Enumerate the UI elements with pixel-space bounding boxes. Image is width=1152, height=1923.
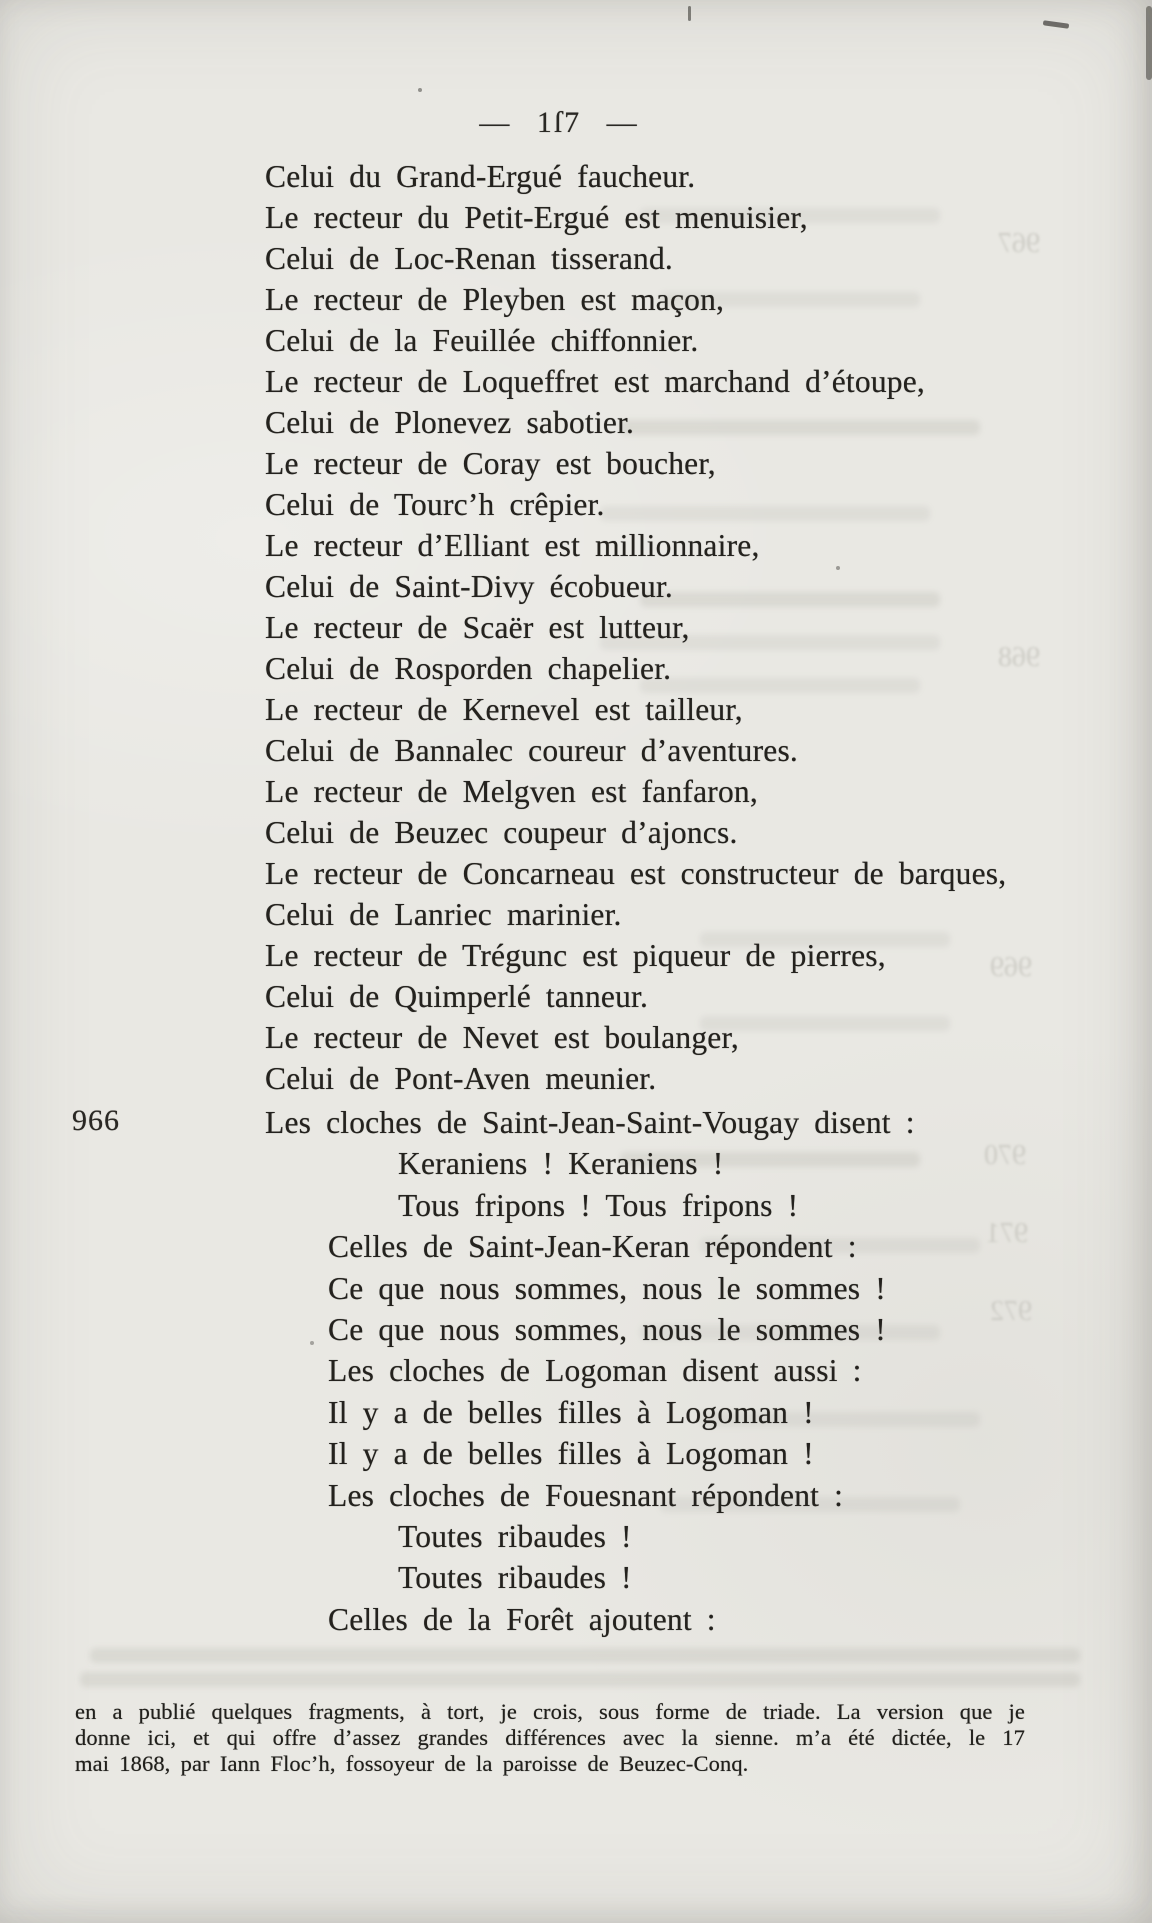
poem-line: Les cloches de Saint-Jean-Saint-Vougay disent : bbox=[265, 1105, 915, 1140]
poem-line: Il y a de belles filles à Logoman ! bbox=[328, 1436, 814, 1472]
verse-number: 966 bbox=[72, 1104, 120, 1137]
poem-line: Il y a de belles filles à Logoman ! bbox=[328, 1394, 814, 1430]
poem-block bbox=[265, 156, 1006, 1099]
scan-speck bbox=[1043, 20, 1069, 29]
poem-line: Le recteur de Kernevel est tailleur, bbox=[265, 692, 743, 727]
footnote-line: donne ici, et qui offre d’assez grandes différences avec la sienne. m’a été dictée, le 17 bbox=[75, 1725, 1025, 1750]
poem-line: Ce que nous sommes, nous le sommes ! bbox=[328, 1312, 886, 1348]
poem-line: Tous fripons ! Tous fripons ! bbox=[398, 1187, 799, 1223]
poem-line: Celles de Saint-Jean-Keran répondent : bbox=[328, 1229, 857, 1265]
poem-line: Le recteur de Trégunc est piqueur de pierres, bbox=[265, 938, 886, 973]
poem-line: Keraniens ! Keraniens ! bbox=[398, 1146, 724, 1182]
poem-line: Le recteur du Petit-Ergué est menuisier, bbox=[265, 200, 808, 235]
poem-line: Celui de Quimperlé tanneur. bbox=[265, 979, 649, 1014]
ghost-verse-number: 970 bbox=[984, 1140, 1026, 1171]
footnote bbox=[75, 1699, 1025, 1777]
poem-line: Celui du Grand-Ergué faucheur. bbox=[265, 159, 696, 194]
poem-line: Le recteur de Scaër est lutteur, bbox=[265, 610, 690, 645]
poem-line: Celui de Bannalec coureur d’aventures. bbox=[265, 733, 798, 768]
poem-line: Celui de Plonevez sabotier. bbox=[265, 405, 635, 440]
poem-line: Les cloches de Logoman disent aussi : bbox=[328, 1353, 862, 1389]
poem-line: Le recteur de Pleyben est maçon, bbox=[265, 282, 725, 317]
poem-line: Celui de Rosporden chapelier. bbox=[265, 651, 672, 686]
footnote-line: en a publié quelques fragments, à tort, je crois, sous forme de triade. La version que je bbox=[75, 1699, 1025, 1724]
poem-line: Celui de Saint-Divy écobueur. bbox=[265, 569, 674, 604]
ghost-text-line bbox=[90, 1648, 1080, 1663]
page-number-header: — 1ſ7 — bbox=[479, 106, 639, 139]
verse-966-block bbox=[265, 1102, 915, 1640]
poem-line: Celui de la Feuillée chiffonnier. bbox=[265, 323, 699, 358]
poem-line: Celles de la Forêt ajoutent : bbox=[328, 1601, 716, 1637]
poem-line: Le recteur d’Elliant est millionnaire, bbox=[265, 528, 760, 563]
poem-line: Celui de Lanriec marinier. bbox=[265, 897, 622, 932]
footnote-line: mai 1868, par Iann Floc’h, fossoyeur de la paroisse de Beuzec-Conq. bbox=[75, 1751, 749, 1776]
scan-speck bbox=[688, 6, 691, 21]
poem-line: Les cloches de Fouesnant répondent : bbox=[328, 1477, 844, 1513]
poem-line: Celui de Pont-Aven meunier. bbox=[265, 1061, 657, 1096]
ghost-verse-number: 972 bbox=[990, 1296, 1032, 1327]
poem-line: Le recteur de Melgven est fanfaron, bbox=[265, 774, 758, 809]
scan-speck bbox=[418, 88, 422, 92]
poem-line: Toutes ribaudes ! bbox=[398, 1560, 632, 1596]
poem-line: Celui de Beuzec coupeur d’ajoncs. bbox=[265, 815, 738, 850]
poem-line: Le recteur de Coray est boucher, bbox=[265, 446, 716, 481]
ghost-verse-number: 971 bbox=[986, 1218, 1028, 1249]
ghost-verse-number: 967 bbox=[998, 228, 1040, 259]
poem-line: Le recteur de Nevet est boulanger, bbox=[265, 1020, 739, 1055]
ghost-text-line bbox=[80, 1672, 1080, 1687]
ghost-verse-number: 968 bbox=[998, 642, 1040, 673]
poem-line: Celui de Loc-Renan tisserand. bbox=[265, 241, 673, 276]
poem-line: Ce que nous sommes, nous le sommes ! bbox=[328, 1270, 886, 1306]
poem-line: Le recteur de Concarneau est constructeur de barques, bbox=[265, 856, 1007, 891]
ghost-verse-number: 969 bbox=[990, 952, 1032, 983]
poem-line: Le recteur de Loqueffret est marchand d’étoupe, bbox=[265, 364, 925, 399]
poem-line: Celui de Tourc’h crêpier. bbox=[265, 487, 605, 522]
scan-speck bbox=[1146, 6, 1152, 80]
poem-line: Toutes ribaudes ! bbox=[398, 1519, 632, 1555]
